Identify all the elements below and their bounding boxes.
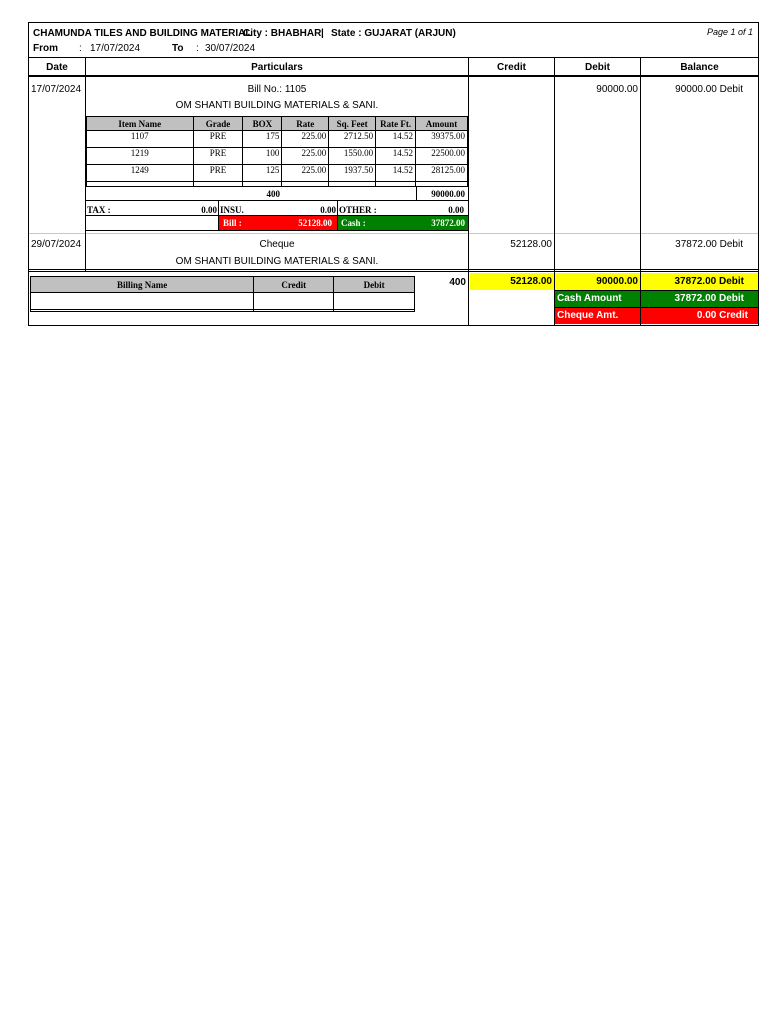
grid-line <box>28 57 29 326</box>
to-colon: : <box>196 43 199 54</box>
col-header-balance: Balance <box>680 62 719 73</box>
city: City : BHABHAR <box>243 28 322 39</box>
items-total-line <box>86 200 468 201</box>
items-total-box: 400 <box>266 189 280 199</box>
header-top-border <box>28 22 759 23</box>
grid-line <box>28 75 759 77</box>
item-grade: PRE <box>193 148 243 165</box>
items-header-amount: Amount <box>416 117 468 131</box>
item-grade: PRE <box>193 131 243 148</box>
cash-amount-label: Cash Amount <box>555 291 640 307</box>
grid-line <box>28 271 759 272</box>
bill-cell <box>219 216 337 230</box>
items-table <box>86 116 468 186</box>
items-total-amount: 90000.00 <box>431 189 465 199</box>
entry-debit: 90000.00 <box>596 84 638 95</box>
table-row <box>31 310 415 312</box>
entry-date: 17/07/2024 <box>31 84 82 95</box>
items-header-item-name: Item Name <box>87 117 194 131</box>
billing-header-credit: Credit <box>254 277 334 293</box>
item-grade: PRE <box>193 165 243 182</box>
item-amount: 22500.00 <box>416 148 468 165</box>
billing-header-debit: Debit <box>334 277 415 293</box>
summary-box-total: 400 <box>449 277 466 288</box>
entry-balance: 37872.00 Debit <box>675 239 743 250</box>
billing-table <box>30 276 415 312</box>
item-rate-ft: 14.52 <box>376 165 416 182</box>
cash-amount-value: 37872.00 Debit <box>641 291 758 307</box>
billing-debit-cell <box>334 293 415 310</box>
item-name: 1219 <box>87 148 194 165</box>
summary-divider <box>758 272 759 325</box>
tax-value: 0.00 <box>201 205 217 215</box>
other-value: 0.00 <box>448 205 464 215</box>
billing-name-cell <box>31 310 254 312</box>
items-header-grade: Grade <box>193 117 243 131</box>
table-row <box>87 131 468 148</box>
summary-line <box>554 307 759 308</box>
grid-line <box>28 325 759 326</box>
item-rate: 225.00 <box>282 148 329 165</box>
grid-line <box>554 57 555 271</box>
header-left-border <box>28 22 29 57</box>
summary-divider <box>554 272 555 325</box>
from-colon: : <box>79 43 82 54</box>
cheque-amount-value: 0.00 Credit <box>641 308 758 324</box>
item-rate-ft: 14.52 <box>376 131 416 148</box>
summary-debit-total: 90000.00 <box>555 273 640 290</box>
entry-balance: 90000.00 Debit <box>675 84 743 95</box>
other-label: OTHER : <box>339 205 377 215</box>
item-rate-ft: 14.52 <box>376 148 416 165</box>
summary-divider <box>640 272 641 325</box>
table-row <box>87 148 468 165</box>
entry-party: OM SHANTI BUILDING MATERIALS & SANI. <box>175 100 379 111</box>
bill-cash-line <box>86 230 468 231</box>
cash-label: Cash : <box>341 218 366 228</box>
tax-label: TAX : <box>87 205 111 215</box>
table-row <box>31 293 415 310</box>
from-date: 17/07/2024 <box>90 43 141 54</box>
item-sq-feet: 1550.00 <box>329 148 376 165</box>
col-header-particulars: Particulars <box>251 62 303 73</box>
to-date: 30/07/2024 <box>205 43 256 54</box>
grid-line <box>28 269 759 270</box>
items-header-rate: Rate <box>282 117 329 131</box>
item-box: 125 <box>243 165 282 182</box>
entry-credit: 52128.00 <box>510 239 552 250</box>
billing-credit-cell <box>254 293 334 310</box>
item-rate: 225.00 <box>282 131 329 148</box>
grid-line <box>28 57 759 58</box>
item-amount: 28125.00 <box>416 165 468 182</box>
summary-line <box>554 290 759 291</box>
bill-value: 52128.00 <box>298 218 332 228</box>
billing-credit-cell <box>254 310 334 312</box>
grid-line <box>28 233 759 234</box>
grid-line <box>758 57 759 271</box>
entry-title: Cheque <box>259 239 295 250</box>
item-sq-feet: 1937.50 <box>329 165 376 182</box>
header-separator: | <box>321 28 324 39</box>
summary-credit-total: 52128.00 <box>470 273 554 290</box>
billing-debit-cell <box>334 310 415 312</box>
cash-cell <box>338 216 468 230</box>
insu-value: 0.00 <box>320 205 336 215</box>
col-header-debit: Debit <box>585 62 610 73</box>
entry-date: 29/07/2024 <box>31 239 82 250</box>
grid-line <box>640 57 641 271</box>
item-amount: 39375.00 <box>416 131 468 148</box>
item-box: 100 <box>243 148 282 165</box>
items-total-line <box>86 186 468 187</box>
billing-name-cell <box>31 293 254 310</box>
bill-label: Bill : <box>223 218 242 228</box>
col-header-credit: Credit <box>497 62 526 73</box>
header-right-border <box>758 22 759 57</box>
entry-title: Bill No.: 1105 <box>247 84 307 95</box>
item-box: 175 <box>243 131 282 148</box>
table-row <box>87 165 468 182</box>
to-label: To <box>172 43 184 54</box>
item-name: 1249 <box>87 165 194 182</box>
entry-party: OM SHANTI BUILDING MATERIALS & SANI. <box>175 256 379 267</box>
cheque-amount-label: Cheque Amt. <box>555 308 640 324</box>
from-label: From <box>33 43 58 54</box>
billing-header-row <box>31 277 415 293</box>
page-number: Page 1 of 1 <box>707 27 754 37</box>
items-header-rate-ft: Rate Ft. <box>376 117 416 131</box>
billing-header-name: Billing Name <box>31 277 254 293</box>
cash-value: 37872.00 <box>431 218 465 228</box>
col-header-date: Date <box>46 62 68 73</box>
company-name: CHAMUNDA TILES AND BUILDING MATERIAL <box>33 28 252 39</box>
item-name: 1107 <box>87 131 194 148</box>
insu-label: INSU. <box>220 205 244 215</box>
items-header-sq-feet: Sq. Feet <box>329 117 376 131</box>
items-header-row <box>87 117 468 131</box>
grid-line <box>468 57 469 326</box>
item-sq-feet: 2712.50 <box>329 131 376 148</box>
items-header-box: BOX <box>243 117 282 131</box>
item-rate: 225.00 <box>282 165 329 182</box>
summary-balance-total: 37872.00 Debit <box>641 273 758 290</box>
state: State : GUJARAT (ARJUN) <box>331 28 456 39</box>
